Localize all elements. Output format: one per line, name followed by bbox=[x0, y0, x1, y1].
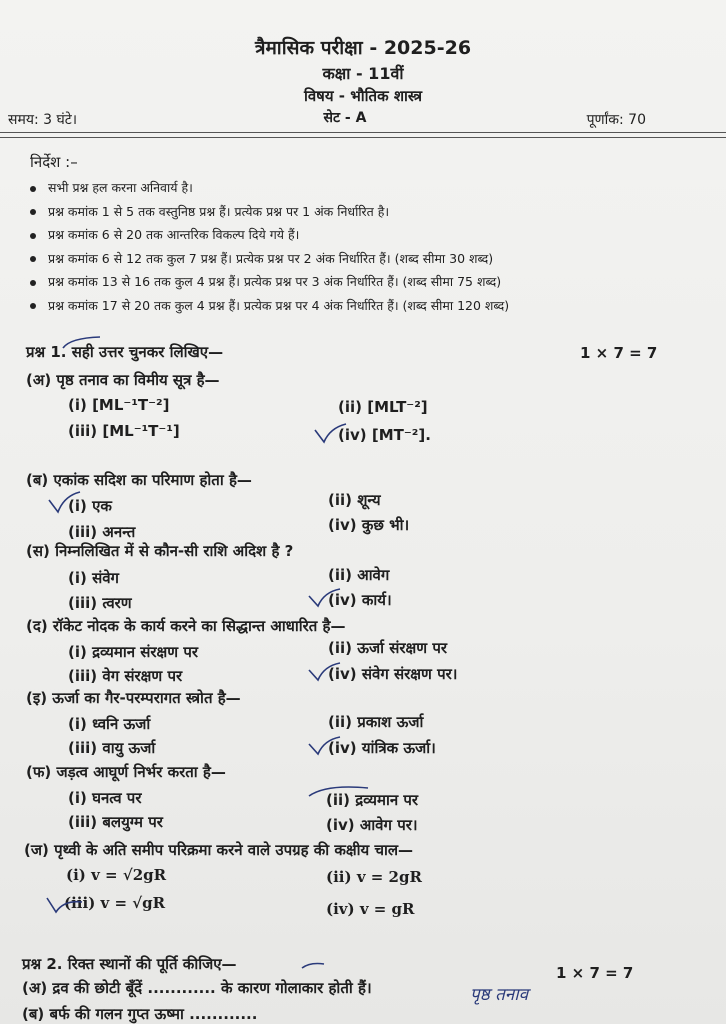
q2b-question: (ब) बर्फ की गलन गुप्त ऊष्मा ............ bbox=[22, 1005, 258, 1023]
tick-mark-icon bbox=[60, 334, 110, 354]
tick-mark-icon bbox=[46, 488, 82, 518]
bullet-icon bbox=[30, 209, 36, 215]
bullet-icon bbox=[30, 280, 36, 286]
instruction-item: प्रश्न कमांक 6 से 12 तक कुल 7 प्रश्न हैं। प्रत्येक प्रश्न पर 2 अंक निर्धारित हैं। (शब्द सीमा 30 शब्द) bbox=[30, 247, 509, 271]
tick-mark-icon bbox=[44, 890, 84, 920]
instructions-heading: निर्देश :– bbox=[30, 153, 78, 171]
header-divider-2 bbox=[0, 137, 726, 138]
q1e-option-2: (ii) प्रकाश ऊर्जा bbox=[328, 713, 424, 731]
tick-mark-icon bbox=[312, 420, 348, 448]
tick-mark-icon bbox=[306, 586, 342, 612]
tick-mark-icon bbox=[306, 734, 342, 760]
q1c-option-2: (ii) आवेग bbox=[328, 566, 390, 584]
q1d-option-2: (ii) ऊर्जा संरक्षण पर bbox=[328, 639, 447, 657]
bullet-icon bbox=[30, 233, 36, 239]
instruction-item: प्रश्न कमांक 17 से 20 तक कुल 4 प्रश्न हैं। प्रत्येक प्रश्न पर 4 अंक निर्धारित हैं। (शब्द सीमा 120 शब्द) bbox=[30, 294, 509, 318]
q1b-option-3: (iii) अनन्त bbox=[68, 523, 136, 541]
q1g-option-3: (iii) v = √gR bbox=[64, 894, 166, 912]
total-marks-label: पूर्णांक: 70 bbox=[586, 112, 646, 128]
tick-mark-icon bbox=[306, 782, 372, 802]
q1g-option-2: (ii) v = 2gR bbox=[326, 868, 422, 886]
q1f-option-3: (iii) बलयुग्म पर bbox=[68, 813, 163, 831]
class-label: कक्षा - 11वीं bbox=[322, 64, 404, 83]
q1b-option-4: (iv) कुछ भी। bbox=[328, 516, 410, 534]
subject-label: विषय - भौतिक शास्त्र bbox=[303, 87, 423, 105]
instruction-item: प्रश्न कमांक 13 से 16 तक कुल 4 प्रश्न हैं। प्रत्येक प्रश्न पर 3 अंक निर्धारित हैं। (शब्द सीमा 75 शब्द) bbox=[30, 270, 509, 294]
q1g-question: (ज) पृथ्वी के अति समीप परिक्रमा करने वाले उपग्रह की कक्षीय चाल— bbox=[24, 841, 414, 859]
q1f-question: (फ) जड़त्व आघूर्ण निर्भर करता है— bbox=[26, 763, 226, 781]
q2a-handwritten-answer: पृष्ठ तनाव bbox=[470, 985, 529, 1005]
q1b-option-2: (ii) शून्य bbox=[328, 491, 381, 509]
q1b-question: (ब) एकांक सदिश का परिमाण होता है— bbox=[26, 471, 252, 489]
q1b-option-1: (i) एक bbox=[68, 497, 112, 515]
header-divider bbox=[0, 132, 726, 133]
q2a-question: (अ) द्रव की छोटी बूँदें ............ के कारण गोलाकार होती हैं। bbox=[22, 979, 372, 997]
instruction-item: सभी प्रश्न हल करना अनिवार्य है। bbox=[30, 176, 509, 200]
q1f-option-4: (iv) आवेग पर। bbox=[326, 816, 418, 834]
q1a-option-3: (iii) [ML⁻¹T⁻¹] bbox=[68, 422, 180, 440]
time-label: समय: 3 घंटे। bbox=[8, 112, 78, 128]
q1d-question: (द) रॉकेट नोदक के कार्य करने का सिद्धान्त आधारित है— bbox=[26, 617, 346, 635]
bullet-icon bbox=[30, 303, 36, 309]
bullet-icon bbox=[30, 186, 36, 192]
q1a-option-1: (i) [ML⁻¹T⁻²] bbox=[68, 396, 170, 414]
q1c-question: (स) निम्नलिखित में से कौन-सी राशि अदिश है ? bbox=[26, 542, 294, 560]
exam-title: त्रैमासिक परीक्षा - 2025-26 bbox=[254, 37, 472, 59]
q1a-option-4: (iv) [MT⁻²]. bbox=[338, 426, 431, 444]
tick-mark-icon bbox=[300, 958, 326, 972]
q1g-option-4: (iv) v = gR bbox=[326, 900, 415, 918]
q2-marks: 1 × 7 = 7 bbox=[556, 964, 634, 982]
q1d-option-3: (iii) वेग संरक्षण पर bbox=[68, 667, 183, 685]
q1c-option-1: (i) संवेग bbox=[68, 569, 119, 587]
q1e-option-3: (iii) वायु ऊर्जा bbox=[68, 739, 156, 757]
instruction-item: प्रश्न कमांक 6 से 20 तक आन्तरिक विकल्प दिये गये हैं। bbox=[30, 223, 509, 247]
q1c-option-3: (iii) त्वरण bbox=[68, 594, 132, 612]
instructions-list bbox=[30, 176, 509, 317]
q1f-option-2: (ii) द्रव्यमान पर bbox=[326, 791, 419, 809]
q1f-option-1: (i) घनत्व पर bbox=[68, 789, 142, 807]
q1d-option-4: (iv) संवेग संरक्षण पर। bbox=[328, 665, 458, 683]
q1e-option-1: (i) ध्वनि ऊर्जा bbox=[68, 715, 151, 733]
q1e-option-4: (iv) यांत्रिक ऊर्जा। bbox=[328, 739, 436, 757]
q1a-question: (अ) पृष्ठ तनाव का विमीय सूत्र है— bbox=[26, 371, 220, 389]
q1a-option-2: (ii) [MLT⁻²] bbox=[338, 398, 428, 416]
q1-marks: 1 × 7 = 7 bbox=[580, 344, 658, 362]
q1d-option-1: (i) द्रव्यमान संरक्षण पर bbox=[68, 643, 199, 661]
instruction-item: प्रश्न कमांक 1 से 5 तक वस्तुनिष्ठ प्रश्न हैं। प्रत्येक प्रश्न पर 1 अंक निर्धारित है। bbox=[30, 200, 509, 224]
q1e-question: (इ) ऊर्जा का गैर-परम्परागत स्त्रोत है— bbox=[26, 689, 241, 707]
q1-title: प्रश्न 1. सही उत्तर चुनकर लिखिए— bbox=[26, 343, 224, 361]
tick-mark-icon bbox=[306, 660, 342, 686]
q1g-option-1: (i) v = √2gR bbox=[66, 866, 167, 884]
q2-title: प्रश्न 2. रिक्त स्थानों की पूर्ति कीजिए— bbox=[22, 955, 237, 973]
q1c-option-4: (iv) कार्य। bbox=[328, 591, 392, 609]
bullet-icon bbox=[30, 256, 36, 262]
set-label: सेट - A bbox=[323, 110, 367, 126]
